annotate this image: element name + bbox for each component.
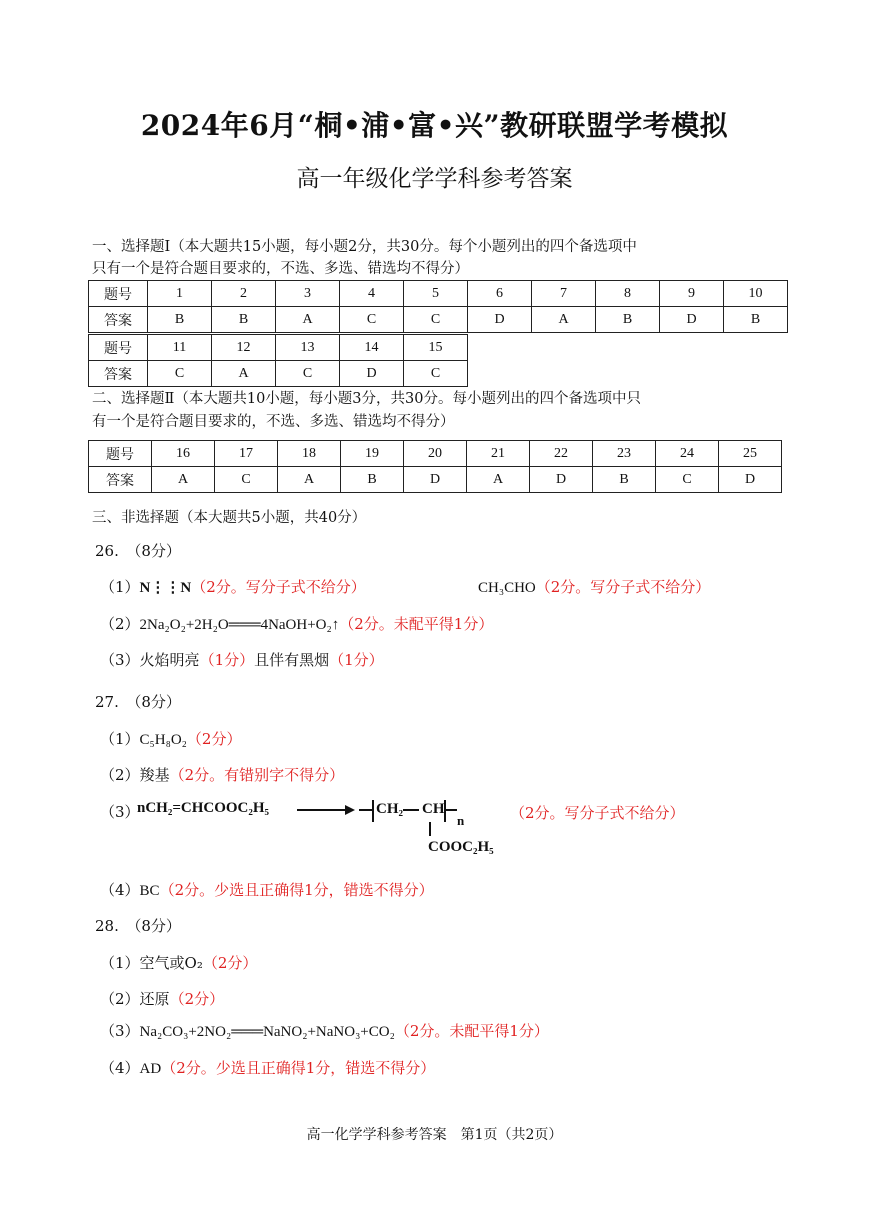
table-cell: B (596, 307, 660, 333)
q26-part1 (100, 576, 366, 597)
section2-heading-line2: 有一个是符合题目要求的，不选、多选、错选均不得分） (92, 414, 455, 430)
page-subtitle: 高一年级化学学科参考答案 (296, 166, 573, 192)
reactant-formula: nCH₂=CHCOOC₂H₅ (137, 800, 270, 816)
part-number: （1） (100, 578, 140, 596)
q27-part4 (100, 879, 434, 900)
part-number: （4） (100, 881, 140, 899)
table-cell: B (724, 307, 788, 333)
part-number: （3） (100, 651, 140, 669)
q26-part1b (478, 576, 710, 597)
score-note: （2分。写分子式不给分） (191, 578, 366, 596)
table-cell: D (530, 467, 593, 493)
table-cell: 16 (152, 441, 215, 467)
q27-part1 (100, 728, 241, 749)
table-cell: 24 (656, 441, 719, 467)
score-note: （2分。未配平得1分） (339, 615, 494, 633)
table-cell: 12 (212, 335, 276, 361)
section2-table (88, 440, 782, 493)
table-cell: 15 (404, 335, 468, 361)
table-cell: D (468, 307, 532, 333)
table-cell: 11 (148, 335, 212, 361)
table-cell: A (276, 307, 340, 333)
ester-group: COOC₂H₅ (428, 839, 494, 855)
table-cell: 7 (532, 281, 596, 307)
table-cell: C (215, 467, 278, 493)
polymer-n: n (457, 813, 465, 828)
answer-formula: CH₃CHO (478, 580, 536, 596)
table-cell: A (532, 307, 596, 333)
section3-heading: 三、非选择题（本大题共5小题，共40分） (92, 510, 367, 526)
table-cell: 14 (340, 335, 404, 361)
row-label-question: 题号 (89, 441, 152, 467)
part-number: （1） (100, 954, 140, 972)
score-note: （2分） (169, 990, 225, 1008)
score-note: （2分。未配平得1分） (394, 1022, 549, 1040)
q28-part2 (100, 988, 224, 1009)
table-cell: D (719, 467, 782, 493)
equation: 2Na₂O₂+2H₂O═══4NaOH+O₂↑ (139, 617, 340, 633)
table-cell: B (341, 467, 404, 493)
score-note: （2分） (186, 730, 242, 748)
part-number: （1） (100, 730, 140, 748)
section1-table-row1 (88, 280, 788, 333)
table-cell: 20 (404, 441, 467, 467)
q27-part2 (100, 764, 344, 785)
table-cell: A (152, 467, 215, 493)
q28-part1 (100, 952, 257, 973)
table-cell: B (593, 467, 656, 493)
q28-part4 (100, 1057, 435, 1078)
score-note: （2分。写分子式不给分） (510, 804, 685, 822)
answer-text: AD (139, 1061, 162, 1077)
table-cell: C (276, 361, 340, 387)
part-number: （3） (100, 1022, 140, 1040)
table-cell: 17 (215, 441, 278, 467)
ch-group: CH (422, 801, 445, 817)
answer-formula: C₅H₈O₂ (139, 732, 187, 748)
table-cell: 10 (724, 281, 788, 307)
equation: Na₂CO₃+2NO₂═══NaNO₂+NaNO₃+CO₂ (139, 1024, 395, 1040)
table-cell: C (404, 361, 468, 387)
row-label-answer: 答案 (89, 307, 148, 333)
reaction-arrow-icon (345, 805, 355, 815)
table-cell: 22 (530, 441, 593, 467)
score-note: （1分） (199, 651, 255, 669)
part-number: （2） (100, 990, 140, 1008)
table-cell: 13 (276, 335, 340, 361)
answer-text: 羧基 (139, 766, 170, 784)
q26-part3 (100, 649, 384, 670)
table-cell: D (404, 467, 467, 493)
score-note: （2分。写分子式不给分） (535, 578, 711, 596)
table-cell: 5 (404, 281, 468, 307)
row-label-question: 题号 (89, 335, 148, 361)
q26-label: 26. （8分） (95, 542, 181, 560)
part-number: （2） (100, 615, 140, 633)
score-note: （1分） (329, 651, 384, 669)
table-cell: 25 (719, 441, 782, 467)
table-cell: D (660, 307, 724, 333)
table-cell: A (278, 467, 341, 493)
table-cell: 21 (467, 441, 530, 467)
section1-heading-line1: 一、选择题Ⅰ（本大题共15小题，每小题2分，共30分。每个小题列出的四个备选项中 (92, 239, 637, 255)
q26-part2 (100, 613, 493, 634)
row-label-question: 题号 (89, 281, 148, 307)
table-cell: B (212, 307, 276, 333)
table-cell: C (404, 307, 468, 333)
table-cell: 6 (468, 281, 532, 307)
part-number: （2） (100, 766, 140, 784)
section1-heading-line2: 只有一个是符合题目要求的，不选、多选、错选均不得分） (92, 261, 469, 277)
answer-text: 空气或O₂ (139, 954, 203, 972)
table-cell: C (148, 361, 212, 387)
row-label-answer: 答案 (89, 467, 152, 493)
table-cell: C (340, 307, 404, 333)
part-number: （4） (100, 1059, 140, 1077)
table-cell: 3 (276, 281, 340, 307)
answer-text: 火焰明亮 (139, 651, 200, 669)
answer-text: BC (139, 883, 160, 899)
section2-heading-line1: 二、选择题Ⅱ（本大题共10小题，每小题3分，共30分。每小题列出的四个备选项中只 (92, 391, 641, 407)
score-note: （2分） (202, 954, 258, 972)
q28-label: 28. （8分） (95, 917, 181, 935)
page-title: 2024年6月“桐•浦•富•兴”教研联盟学考模拟 (140, 109, 729, 142)
answer-text: 且伴有黑烟 (254, 651, 330, 669)
part-number: （3） (100, 803, 140, 821)
row-label-answer: 答案 (89, 361, 148, 387)
table-cell: 2 (212, 281, 276, 307)
table-cell: 9 (660, 281, 724, 307)
q27-label: 27. （8分） (95, 693, 181, 711)
table-cell: 8 (596, 281, 660, 307)
score-note: （2分。少选且正确得1分，错选不得分） (159, 881, 434, 899)
q28-part3 (100, 1020, 549, 1041)
n2-electron-formula: N⋮⋮N (139, 580, 192, 596)
table-cell: 18 (278, 441, 341, 467)
page-footer: 高一化学学科参考答案 第1页（共2页） (306, 1127, 563, 1143)
table-cell: 4 (340, 281, 404, 307)
answer-text: 还原 (139, 990, 170, 1008)
table-cell: A (467, 467, 530, 493)
table-cell: 23 (593, 441, 656, 467)
table-cell: 19 (341, 441, 404, 467)
score-note: （2分。少选且正确得1分，错选不得分） (161, 1059, 436, 1077)
table-cell: D (340, 361, 404, 387)
table-cell: 1 (148, 281, 212, 307)
ch2-group: CH₂ (376, 801, 403, 817)
table-cell: B (148, 307, 212, 333)
section1-table-row2 (88, 334, 468, 387)
table-cell: C (656, 467, 719, 493)
table-cell: A (212, 361, 276, 387)
score-note: （2分。有错别字不得分） (169, 766, 345, 784)
